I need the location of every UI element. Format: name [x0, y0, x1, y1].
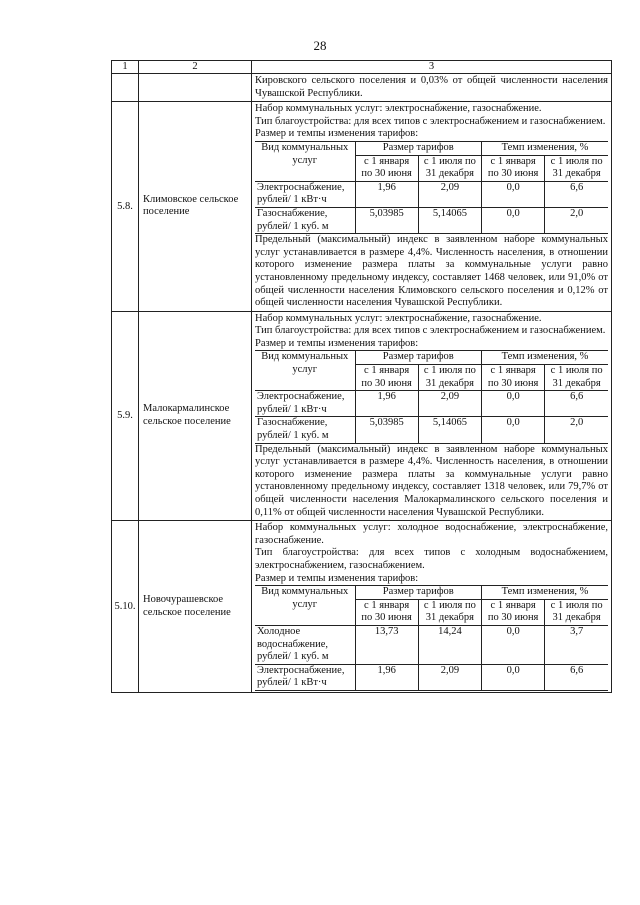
tariff-value: 5,03985: [355, 207, 418, 233]
service-name: Электроснабжение, рублей/ 1 кВт·ч: [255, 664, 355, 690]
service-name: Электроснабжение, рублей/ 1 кВт·ч: [255, 181, 355, 207]
section-number: 5.10.: [112, 521, 139, 693]
service-name: Холодное водоснабжение, рублей/ 1 куб. м: [255, 625, 355, 664]
section-content: [252, 311, 612, 521]
service-set: Набор коммунальных услуг: электроснабжение, газоснабжение.: [255, 103, 542, 115]
header-period: с 1 января по 30 июня: [482, 365, 545, 391]
table-row: [255, 207, 608, 233]
improvement-type: Тип благоустройства: для всех типов с холодным водоснабжением, электроснабжением, газоснабжением.: [255, 547, 608, 571]
change-value: 0,0: [482, 207, 545, 233]
col-header-1: 1: [112, 61, 139, 74]
improvement-type: Тип благоустройства: для всех типов с электроснабжением и газоснабжением.: [255, 325, 606, 337]
tariff-value: 2,09: [418, 664, 481, 690]
header-service-type: Вид коммунальных услуг: [255, 586, 355, 626]
header-period: с 1 января по 30 июня: [355, 599, 418, 625]
change-value: 0,0: [482, 417, 545, 443]
change-value: 0,0: [482, 664, 545, 690]
section-content: [252, 102, 612, 312]
header-tariff-size: Размер тарифов: [355, 586, 482, 600]
tariff-value: 1,96: [355, 181, 418, 207]
header-service-type: Вид коммунальных услуг: [255, 351, 355, 391]
change-value: 2,0: [545, 207, 608, 233]
change-value: 6,6: [545, 391, 608, 417]
tariff-value: 1,96: [355, 391, 418, 417]
header-tariff-size: Размер тарифов: [355, 351, 482, 365]
section-number: 5.9.: [112, 311, 139, 521]
service-name: Газоснабжение, рублей/ 1 куб. м: [255, 207, 355, 233]
tariff-table: [111, 60, 612, 693]
rates-label: Размер и темпы изменения тарифов:: [255, 337, 419, 349]
tariff-value: 2,09: [418, 181, 481, 207]
header-period: с 1 июля по 31 декабря: [545, 365, 608, 391]
table-row: [255, 664, 608, 690]
header-change-rate: Темп изменения, %: [482, 351, 609, 365]
service-name: Газоснабжение, рублей/ 1 куб. м: [255, 417, 355, 443]
header-tariff-size: Размер тарифов: [355, 141, 482, 155]
header-change-rate: Темп изменения, %: [482, 141, 609, 155]
index-footer: Предельный (максимальный) индекс в заявленном наборе коммунальных услуг устанавливается в размере 4,4%. Численность населения, в отношении которого изменение размера платы за коммунальные услуги равно установленному предельному индексу, составляет 1318 человек, или 79,7% от общей численности населения Малокармалинского сельского поселения и 0,11% от общей численности населения Чувашской Республики.: [255, 443, 608, 518]
header-period: с 1 января по 30 июня: [482, 599, 545, 625]
section-row: [112, 102, 612, 312]
header-change-rate: Темп изменения, %: [482, 586, 609, 600]
table-row: [255, 625, 608, 664]
settlement-name: Новочурашевское сельское поселение: [139, 521, 252, 693]
index-footer: Предельный (максимальный) индекс в заявленном наборе коммунальных услуг устанавливается в размере 4,4%. Численность населения, в отношении которого изменение размера платы за коммунальные услуги равно установленному предельному индексу, составляет 1468 человек, или 91,0% от общей численности населения Климовского сельского поселения и 0,12% от общей численности населения Чувашской Республики.: [255, 234, 608, 309]
tariff-value: 13,73: [355, 625, 418, 664]
change-value: 0,0: [482, 391, 545, 417]
improvement-type: Тип благоустройства: для всех типов с электроснабжением и газоснабжением.: [255, 115, 606, 127]
header-period: с 1 января по 30 июня: [355, 155, 418, 181]
service-set: Набор коммунальных услуг: холодное водоснабжение, электроснабжение, газоснабжение.: [255, 522, 608, 546]
col-header-2: 2: [139, 61, 252, 74]
inner-tariff-table: [255, 350, 608, 443]
section-content: [252, 521, 612, 693]
section-row: [112, 521, 612, 693]
change-value: 6,6: [545, 181, 608, 207]
header-period: с 1 июля по 31 декабря: [545, 599, 608, 625]
header-period: с 1 июля по 31 декабря: [418, 365, 481, 391]
tariff-value: 5,03985: [355, 417, 418, 443]
change-value: 0,0: [482, 625, 545, 664]
tariff-value: 14,24: [418, 625, 481, 664]
rates-label: Размер и темпы изменения тарифов:: [255, 128, 419, 140]
change-value: 2,0: [545, 417, 608, 443]
rates-label: Размер и темпы изменения тарифов:: [255, 572, 419, 584]
change-value: 3,7: [545, 625, 608, 664]
continuation-row: [112, 74, 612, 102]
section-number: 5.8.: [112, 102, 139, 312]
service-name: Электроснабжение, рублей/ 1 кВт·ч: [255, 391, 355, 417]
continuation-text: Кировского сельского поселения и 0,03% от общей численности населения Чувашской Республики.: [252, 74, 612, 102]
col-header-3: 3: [252, 61, 612, 74]
header-period: с 1 июля по 31 декабря: [418, 599, 481, 625]
settlement-name: Малокармалинское сельское поселение: [139, 311, 252, 521]
inner-tariff-table: [255, 585, 608, 691]
change-value: 0,0: [482, 181, 545, 207]
header-service-type: Вид коммунальных услуг: [255, 141, 355, 181]
page-number: 28: [313, 38, 327, 53]
header-period: с 1 июля по 31 декабря: [418, 155, 481, 181]
tariff-value: 5,14065: [418, 417, 481, 443]
table-row: [255, 181, 608, 207]
table-row: [255, 417, 608, 443]
tariff-value: 5,14065: [418, 207, 481, 233]
section-row: [112, 311, 612, 521]
settlement-name: Климовское сельское поселение: [139, 102, 252, 312]
inner-tariff-table: [255, 141, 608, 234]
column-header-row: [112, 61, 612, 74]
tariff-value: 2,09: [418, 391, 481, 417]
change-value: 6,6: [545, 664, 608, 690]
table-row: [255, 391, 608, 417]
service-set: Набор коммунальных услуг: электроснабжение, газоснабжение.: [255, 312, 542, 324]
header-period: с 1 июля по 31 декабря: [545, 155, 608, 181]
tariff-value: 1,96: [355, 664, 418, 690]
header-period: с 1 января по 30 июня: [482, 155, 545, 181]
header-period: с 1 января по 30 июня: [355, 365, 418, 391]
